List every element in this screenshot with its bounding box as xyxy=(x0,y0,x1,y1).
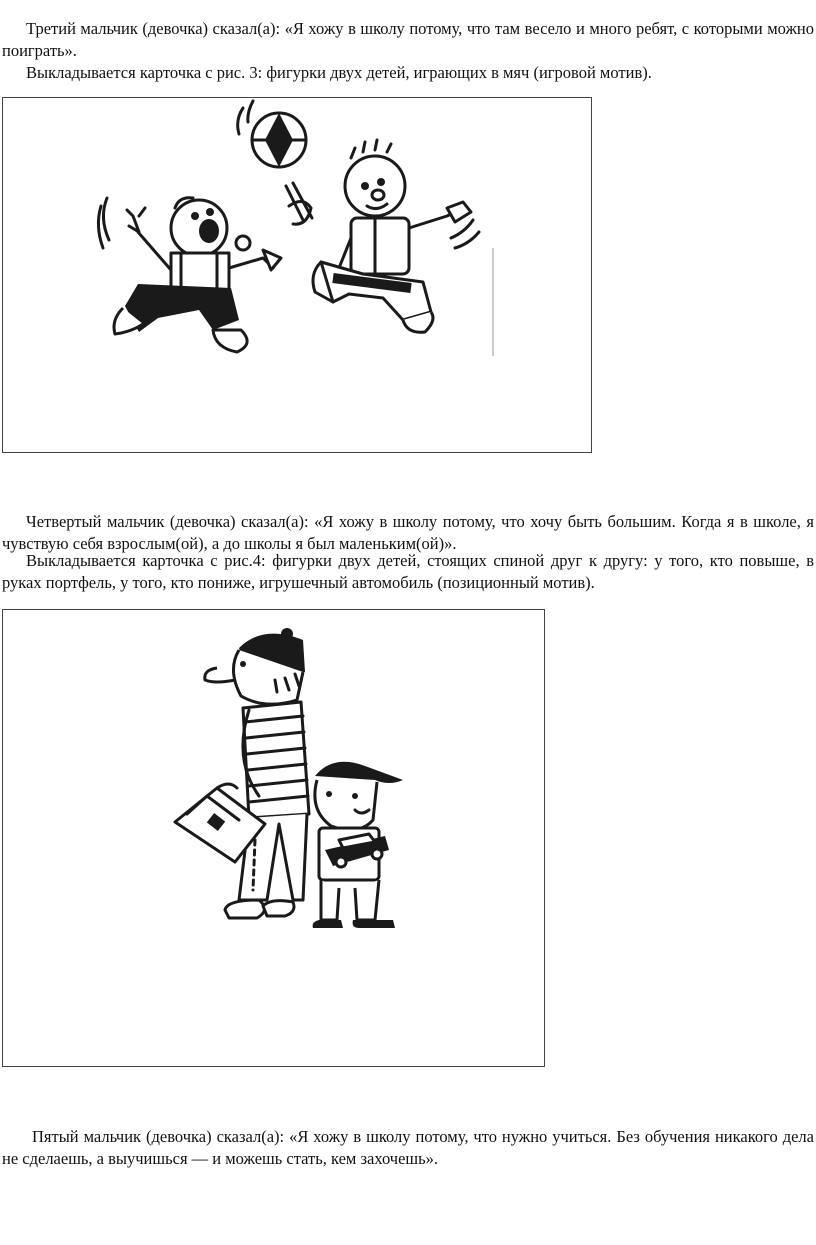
short-child-figure xyxy=(313,762,403,928)
children-back-to-back-illustration xyxy=(3,610,546,1068)
left-child-figure xyxy=(98,198,281,352)
ball-icon xyxy=(238,101,306,167)
figure-3-card xyxy=(2,97,592,453)
paragraph-card-3-description: Выкладывается карточка с рис. 3: фигурки двух детей, играющих в мяч (игровой мотив). xyxy=(26,63,652,82)
figure-4-card xyxy=(2,609,545,1067)
paragraph-fifth-child: Пятый мальчик (девочка) сказал(а): «Я хожу в школу потому, что нужно учиться. Без обучения никакого дела не сделаешь, а выучишься — и можешь стать, кем захочешь». xyxy=(2,1127,814,1168)
children-playing-ball-illustration xyxy=(3,98,593,454)
tall-child-figure xyxy=(175,628,309,918)
paragraph-third-child: Третий мальчик (девочка) сказал(а): «Я хожу в школу потому, что там весело и много ребят, с которыми можно поиграть». xyxy=(2,19,814,60)
paragraph-card-4-description: Выкладывается карточка с рис.4: фигурки двух детей, стоящих спиной друг к другу: у того, кто повыше, в руках портфель, у того, кто пониже, игрушечный автомобиль (позиционный мотив). xyxy=(2,551,814,592)
paragraph-fourth-child: Четвертый мальчик (девочка) сказал(а): «Я хожу в школу потому, что хочу быть большим. Когда я в школе, я чувствую себя взрослым(ой), а до школы я был маленьким(ой)». xyxy=(2,512,814,553)
right-child-figure xyxy=(313,140,479,332)
